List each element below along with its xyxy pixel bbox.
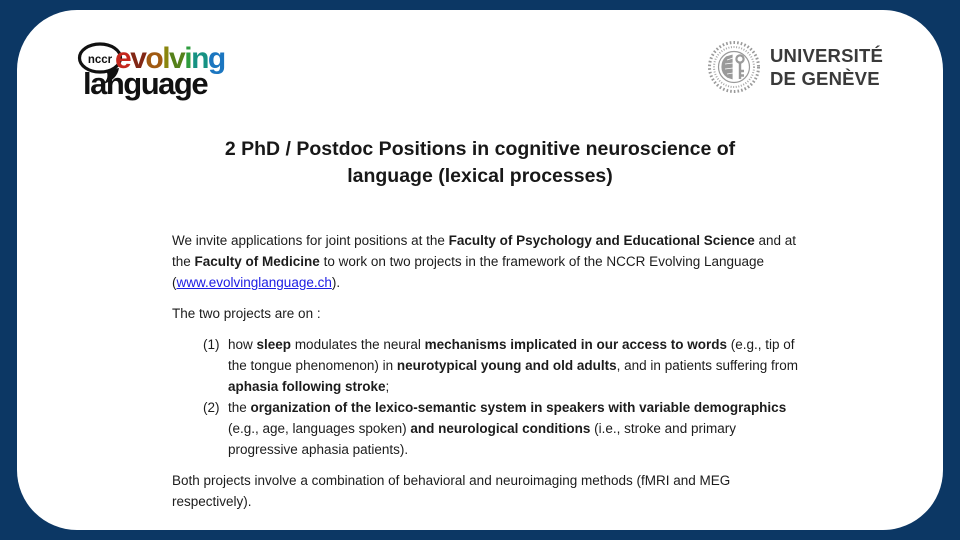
unige-line2: DE GENÈVE [770, 68, 880, 89]
slide-card [17, 10, 943, 530]
unige-seal-icon [707, 40, 761, 94]
slide-title [17, 136, 943, 190]
nccr-evolving-language-logo [77, 38, 277, 118]
logo-word-language: language [83, 66, 208, 101]
project-item-2-number: (2) [203, 400, 220, 415]
logo-word-evolving: evolving [115, 42, 225, 75]
slide-title-line2: language (lexical processes) [347, 165, 613, 187]
evolvinglanguage-link[interactable]: www.evolvinglanguage.ch [176, 275, 332, 290]
closing-paragraph: Both projects involve a combination of behavioral and neuroimaging methods (fMRI and MEG respectively). [172, 473, 731, 509]
nccr-bubble-label: nccr [87, 54, 113, 66]
unige-wordmark [770, 44, 883, 90]
projects-lead: The two projects are on : [172, 306, 321, 321]
project-item-1 [172, 334, 802, 397]
project-item-2-text: the organization of the lexico-semantic system in speakers with variable demographics (e.g., age, languages spoken) and neurological conditions (i.e., stroke and primary progressive aphasia patients). [228, 400, 787, 457]
project-item-1-number: (1) [203, 337, 220, 352]
slide-body [172, 230, 802, 512]
slide-title-line1: 2 PhD / Postdoc Positions in cognitive neuroscience of [224, 138, 736, 160]
project-item-2 [172, 397, 802, 460]
project-item-1-text: how sleep modulates the neural mechanisms implicated in our access to words (e.g., tip of the tongue phenomenon) in neurotypical young and old adults, and in patients suffering from aphasia following stroke; [228, 337, 799, 394]
unige-line1: UNIVERSITÉ [770, 45, 884, 66]
intro-paragraph: We invite applications for joint positions at the Faculty of Psychology and Educational Science and at the Faculty of Medicine to work on two projects in the framework of the NCCR Evolving Language (www.evolvinglanguage.ch). [172, 233, 797, 290]
unige-logo [707, 40, 883, 94]
projects-list [172, 334, 802, 460]
